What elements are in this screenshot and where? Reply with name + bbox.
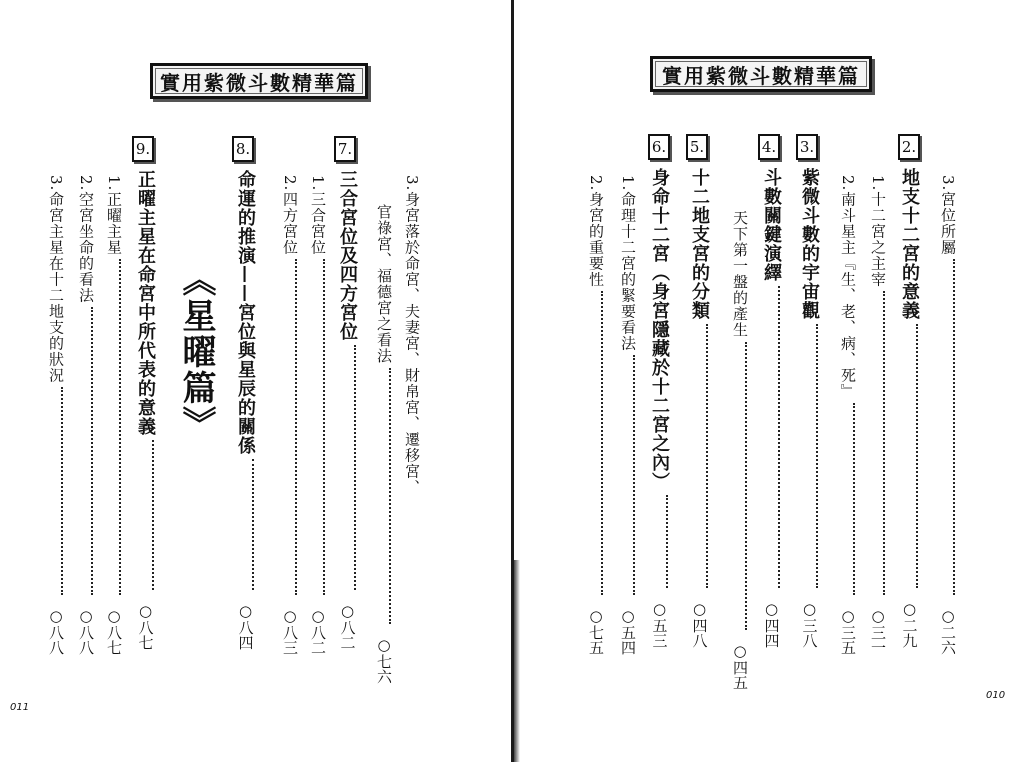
toc-item: 1.正曜主星 ○八七 xyxy=(105,175,123,655)
toc-section: 三合宮位及四方宮位 ○八二 xyxy=(337,170,358,650)
toc-section: 斗數關鍵演繹 ○四四 xyxy=(761,168,782,648)
page-number: ○四五 xyxy=(731,642,749,690)
page-number: ○二六 xyxy=(939,607,957,655)
section-number-badge: 4. xyxy=(758,134,780,160)
page-number: ○八四 xyxy=(236,602,255,650)
leader-dots xyxy=(91,307,93,595)
page-folio: 010 xyxy=(986,690,1006,701)
leader-dots xyxy=(152,440,154,590)
leader-dots xyxy=(745,342,747,630)
section-number-badge: 5. xyxy=(686,134,708,160)
leader-dots xyxy=(61,387,63,595)
toc-item: 3.宮位所屬 ○二六 xyxy=(939,175,957,655)
page-number: ○八七 xyxy=(136,602,155,650)
toc-section: 命運的推演——宮位與星辰的關係 ○八四 xyxy=(235,170,256,650)
section-number-badge: 9. xyxy=(132,136,154,162)
page-number: ○八七 xyxy=(105,607,123,655)
leader-dots xyxy=(953,259,955,595)
section-number-badge: 8. xyxy=(232,136,254,162)
leader-dots xyxy=(916,324,918,588)
toc-section: 身命十二宮（身宮隱藏於十二宮之內） ○五三 xyxy=(649,168,670,648)
leader-dots xyxy=(633,355,635,595)
leader-dots xyxy=(853,403,855,595)
toc-item: 1.十二宮之主宰 ○三一 xyxy=(869,175,887,655)
toc-item: 2.南斗星主『生、老、病、死』 ○三五 xyxy=(839,175,857,655)
page-number: ○五四 xyxy=(619,607,637,655)
page-number: ○四四 xyxy=(762,600,781,648)
leader-dots xyxy=(354,345,356,590)
toc-section: 地支十二宮的意義 ○二九 xyxy=(899,168,920,648)
right-page xyxy=(514,0,1024,762)
toc-section: 正曜主星在命宮中所代表的意義 ○八七 xyxy=(135,170,156,650)
leader-dots xyxy=(601,291,603,595)
leader-dots xyxy=(389,368,391,624)
page-number: ○三八 xyxy=(800,600,819,648)
leader-dots xyxy=(778,286,780,588)
page-number: ○七六 xyxy=(375,636,393,684)
page-folio: 011 xyxy=(10,702,30,713)
toc-item: 2.四方宮位 ○八三 xyxy=(281,175,299,655)
leader-dots xyxy=(816,324,818,588)
leader-dots xyxy=(119,259,121,595)
leader-dots xyxy=(295,259,297,595)
page-number: ○八二 xyxy=(309,607,327,655)
leader-dots xyxy=(252,459,254,590)
toc-item: 1.命理十二宮的緊要看法 ○五四 xyxy=(619,175,637,655)
page-number: ○二九 xyxy=(900,600,919,648)
toc-item: 2.空宮坐命的看法 ○八八 xyxy=(77,175,95,655)
toc-item: 2.身宮的重要性 ○七五 xyxy=(587,175,605,655)
page-number: ○八八 xyxy=(77,607,95,655)
toc-item: 官祿宮、福德宮之看法 ○七六 xyxy=(375,204,393,684)
right-banner xyxy=(650,56,872,92)
toc-item: 3.命宮主星在十二地支的狀況 ○八八 xyxy=(47,175,65,655)
page-number: ○三一 xyxy=(869,607,887,655)
section-number-badge: 3. xyxy=(796,134,818,160)
section-number-badge: 2. xyxy=(898,134,920,160)
page-number: ○四八 xyxy=(690,600,709,648)
part-title: 《星曜篇》 xyxy=(176,262,216,442)
toc-item: 1.三合宮位 ○八二 xyxy=(309,175,327,655)
leader-dots xyxy=(883,291,885,595)
page-number: ○三五 xyxy=(839,607,857,655)
toc-section: 十二地支宮的分類 ○四八 xyxy=(689,168,710,648)
page-number: ○七五 xyxy=(587,607,605,655)
banner-title: 實用紫微斗數精華篇 xyxy=(160,70,358,95)
page-number: ○八八 xyxy=(47,607,65,655)
leader-dots xyxy=(706,324,708,588)
banner-title: 實用紫微斗數精華篇 xyxy=(662,63,860,88)
leader-dots xyxy=(323,259,325,595)
toc-section: 紫微斗數的宇宙觀 ○三八 xyxy=(799,168,820,648)
toc-item: 3.身宮落於命宮、夫妻宮、財帛宮、遷移宮、 xyxy=(403,175,421,496)
page-number: ○五三 xyxy=(650,600,669,648)
page-number: ○八二 xyxy=(338,602,357,650)
page-number: ○八三 xyxy=(281,607,299,655)
toc-item: 天下第一盤的產生 ○四五 xyxy=(731,210,749,690)
left-page xyxy=(0,0,511,762)
left-banner xyxy=(150,63,368,99)
section-number-badge: 7. xyxy=(334,136,356,162)
leader-dots xyxy=(666,495,668,588)
section-number-badge: 6. xyxy=(648,134,670,160)
